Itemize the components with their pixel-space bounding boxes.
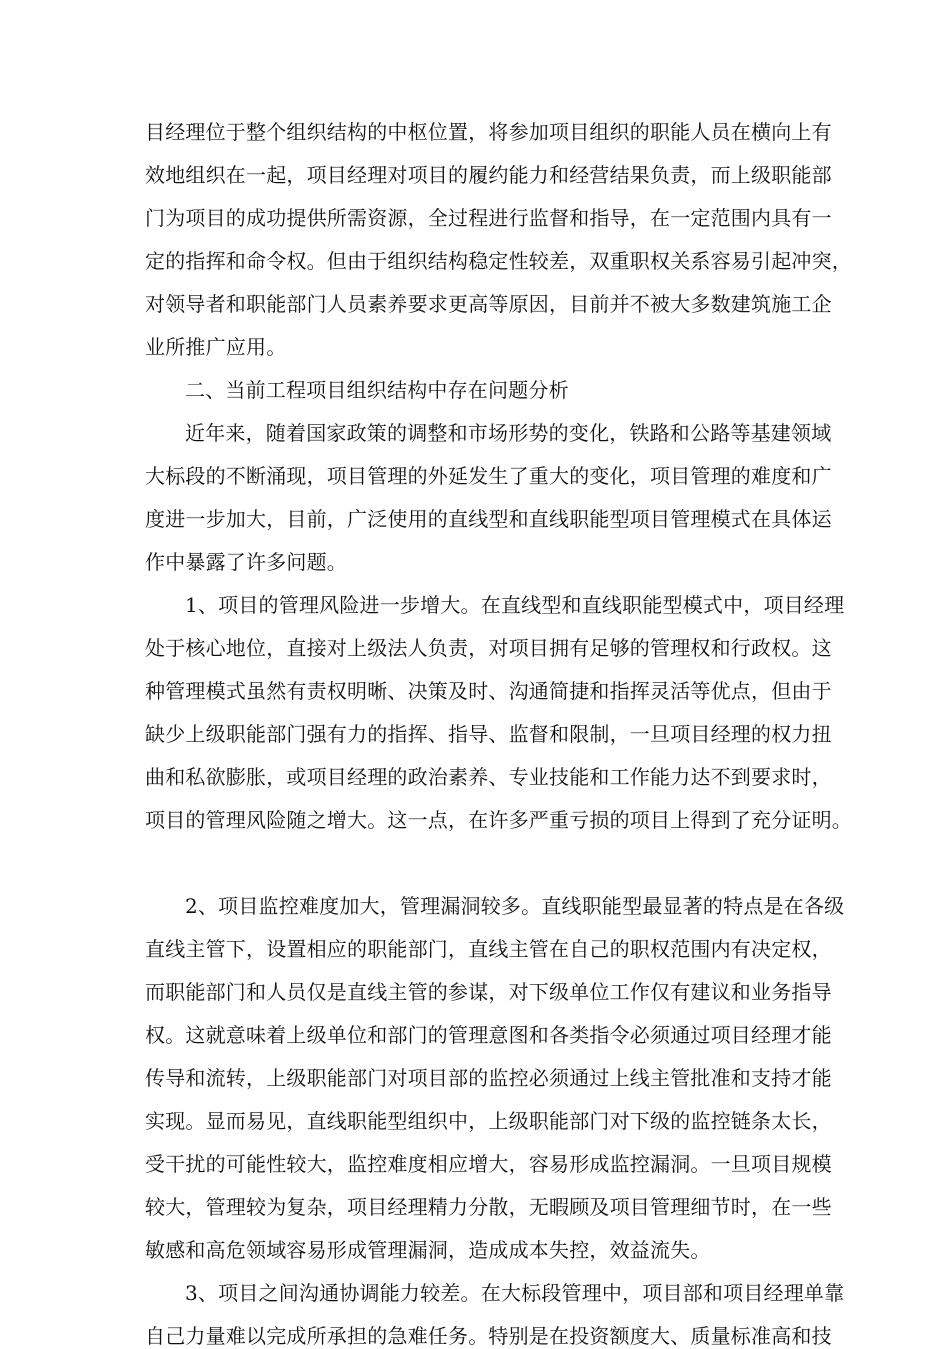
paragraph-line: 实现。显而易见，直线职能型组织中，上级职能部门对下级的监控链条太长， bbox=[145, 1109, 832, 1133]
paragraph-line: 作中暴露了许多问题。 bbox=[145, 550, 347, 574]
paragraph-line: 直线主管下，设置相应的职能部门，直线主管在自己的职权范围内有决定权， bbox=[145, 937, 832, 961]
paragraph-line: 1、项目的管理风险进一步增大。在直线型和直线职能型模式中，项目经理 bbox=[185, 593, 845, 617]
paragraph-line: 3、项目之间沟通协调能力较差。在大标段管理中，项目部和项目经理单靠 bbox=[185, 1281, 845, 1305]
paragraph-line: 项目的管理风险随之增大。这一点，在许多严重亏损的项目上得到了充分证明。 bbox=[145, 808, 852, 832]
paragraph-line: 大标段的不断涌现，项目管理的外延发生了重大的变化，项目管理的难度和广 bbox=[145, 464, 832, 488]
paragraph-line: 种管理模式虽然有责权明晰、决策及时、沟通简捷和指挥灵活等优点，但由于 bbox=[145, 679, 832, 703]
paragraph-line: 近年来，随着国家政策的调整和市场形势的变化，铁路和公路等基建领域 bbox=[185, 421, 832, 445]
paragraph-line: 较大，管理较为复杂，项目经理精力分散，无暇顾及项目管理细节时，在一些 bbox=[145, 1195, 832, 1219]
paragraph-line: 效地组织在一起，项目经理对项目的履约能力和经营结果负责，而上级职能部 bbox=[145, 163, 832, 187]
paragraph-line: 传导和流转，上级职能部门对项目部的监控必须通过上线主管批准和支持才能 bbox=[145, 1066, 832, 1090]
paragraph-line: 对领导者和职能部门人员素养要求更高等原因，目前并不被大多数建筑施工企 bbox=[145, 292, 832, 316]
paragraph-line: 而职能部门和人员仅是直线主管的参谋，对下级单位工作仅有建议和业务指导 bbox=[145, 980, 832, 1004]
paragraph-line: 目经理位于整个组织结构的中枢位置，将参加项目组织的职能人员在横向上有 bbox=[145, 120, 832, 144]
paragraph-line: 曲和私欲膨胀，或项目经理的政治素养、专业技能和工作能力达不到要求时， bbox=[145, 765, 832, 789]
paragraph-line: 权。这就意味着上级单位和部门的管理意图和各类指令必须通过项目经理才能 bbox=[145, 1023, 832, 1047]
paragraph-line: 自己力量难以完成所承担的急难任务。特别是在投资额度大、质量标准高和技 bbox=[145, 1324, 832, 1348]
paragraph-line: 门为项目的成功提供所需资源，全过程进行监督和指导，在一定范围内具有一 bbox=[145, 206, 832, 230]
paragraph-line: 2、项目监控难度加大，管理漏洞较多。直线职能型最显著的特点是在各级 bbox=[185, 894, 845, 918]
paragraph-line: 度进一步加大，目前，广泛使用的直线型和直线职能型项目管理模式在具体运 bbox=[145, 507, 832, 531]
paragraph-line: 业所推广应用。 bbox=[145, 335, 287, 359]
section-heading: 二、当前工程项目组织结构中存在问题分析 bbox=[185, 378, 569, 402]
paragraph-line: 定的指挥和命令权。但由于组织结构稳定性较差，双重职权关系容易引起冲突， bbox=[145, 249, 852, 273]
paragraph-line: 受干扰的可能性较大，监控难度相应增大，容易形成监控漏洞。一旦项目规模 bbox=[145, 1152, 832, 1176]
paragraph-line: 处于核心地位，直接对上级法人负责，对项目拥有足够的管理权和行政权。这 bbox=[145, 636, 832, 660]
paragraph-line: 敏感和高危领域容易形成管理漏洞，造成成本失控，效益流失。 bbox=[145, 1238, 711, 1262]
paragraph-line: 缺少上级职能部门强有力的指挥、指导、监督和限制，一旦项目经理的权力扭 bbox=[145, 722, 832, 746]
